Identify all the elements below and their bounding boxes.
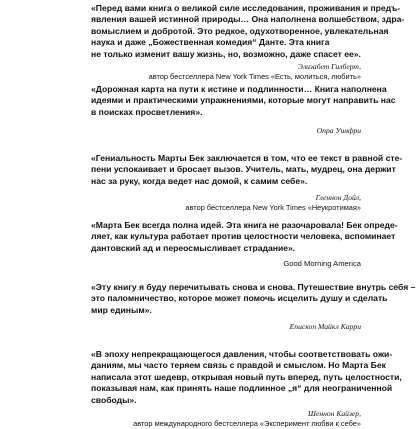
testimonial-1 xyxy=(91,3,405,82)
testimonial-1-author: Элизабет Гилберт, xyxy=(297,62,361,72)
quote-line: пени успокаивает и бросает вызов. Учитель, мать, мудрец, она держит xyxy=(91,164,396,175)
testimonial-2-author: Опра Уинфри xyxy=(316,126,361,136)
quote-line: «Гениальность Марты Бек заключается в том, что ее текст в равной сте- xyxy=(91,153,403,163)
testimonial-3-author: Гленнон Дойл, xyxy=(315,193,361,203)
quote-line: это паломничество, которое может помочь исцелить душу и сделать xyxy=(91,293,388,304)
testimonial-2-quote xyxy=(91,84,396,118)
quote-line: идеями и практическими упражнениями, которые могут направить нас xyxy=(91,95,396,106)
quote-line: показывая нам, как принять наше подлинное „я“ для неограниченной xyxy=(91,383,393,394)
quote-line: нас за руку, когда ведет нас домой, к самим себе». xyxy=(91,175,308,186)
testimonial-5-author: Епископ Майкл Карри xyxy=(289,322,361,332)
testimonial-6-description: автор международного бестселлера «Эксперимент любви к себе» xyxy=(133,419,361,429)
testimonial-4 xyxy=(91,220,398,269)
quote-line: «Марта Бек всегда полна идей. Эта книга не разочаровала! Бек опреде- xyxy=(91,220,398,230)
testimonial-6 xyxy=(91,349,402,429)
quote-line: дантовский ад и переосмысливает страдание». xyxy=(91,242,296,253)
quote-line: ляет, как культура работает против целостности человека, вспоминает xyxy=(91,231,396,242)
quote-line: «В эпоху непрекращающегося давления, чтобы соответствовать ожи- xyxy=(91,349,393,359)
testimonial-4-quote xyxy=(91,220,398,254)
quote-line: наука и даже „Божественная комедия“ Данте. Эта книга xyxy=(91,37,330,48)
testimonial-5 xyxy=(91,282,416,332)
quote-line: «Перед вами книга о великой силе исследования, проживания и предъ- xyxy=(91,3,401,13)
testimonial-4-source: Good Morning America xyxy=(283,259,361,269)
testimonial-2 xyxy=(91,84,396,136)
quote-line: написала этот шедевр, открывая новый путь вперед, путь целостности, xyxy=(91,371,402,382)
quote-line: «Эту книгу я буду перечитывать снова и снова. Путешествие внутрь себя – xyxy=(91,282,416,292)
quote-line: не только изменит вашу жизнь, но, возможно, даже спасет ее». xyxy=(91,48,361,59)
testimonial-3 xyxy=(91,153,403,213)
quote-line: явления вашей истинной природы… Она наполнена волшебством, здра- xyxy=(91,14,405,25)
quote-line: «Дорожная карта на пути к истине и подлинности… Книга наполнена xyxy=(91,84,387,94)
testimonial-5-quote xyxy=(91,282,416,316)
testimonial-1-description: автор бестселлера New York Times «Есть, молиться, любить» xyxy=(148,72,361,82)
testimonial-3-description: автор бестселлера New York Times «Неукротимая» xyxy=(185,203,361,213)
testimonial-1-quote xyxy=(91,3,405,60)
testimonial-3-quote xyxy=(91,153,403,187)
quote-line: мир единым». xyxy=(91,304,152,315)
testimonial-6-author: Шеннон Кайзер, xyxy=(308,409,361,419)
testimonial-6-quote xyxy=(91,349,402,406)
quote-line: вомыслием и добротой. Это редкое, одухотворенное, увлекательная xyxy=(91,25,389,36)
quote-line: в поисках просветления». xyxy=(91,106,203,117)
quote-line: свободы». xyxy=(91,394,137,405)
quote-line: даниям, мы часто теряем связь с правдой и смыслом. Но Марта Бек xyxy=(91,360,386,371)
